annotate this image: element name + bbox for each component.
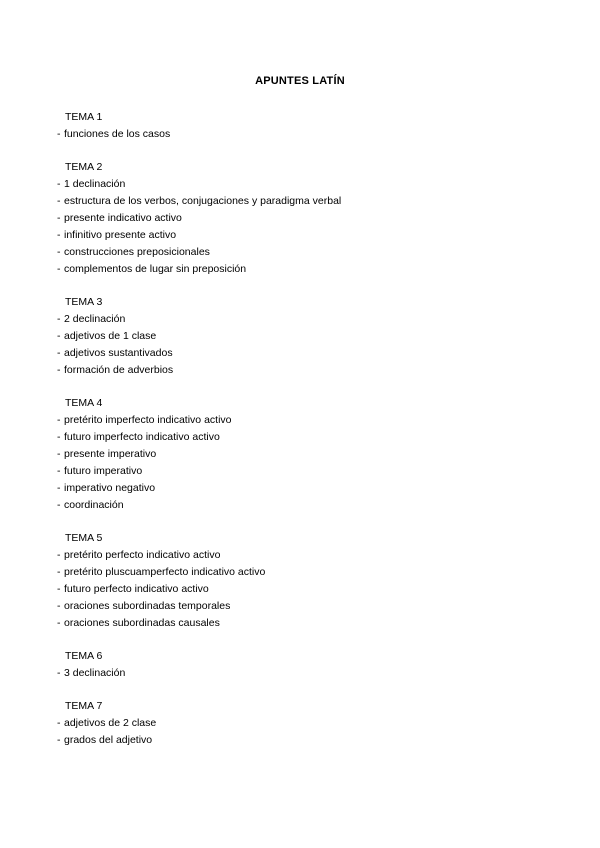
list-item-text: presente indicativo activo bbox=[64, 212, 182, 224]
list-item bbox=[57, 328, 537, 345]
section-heading: TEMA 7 bbox=[65, 700, 103, 712]
bullet-dash: - bbox=[57, 482, 61, 494]
list-item-text: 1 declinación bbox=[64, 178, 126, 190]
list-item bbox=[57, 564, 537, 581]
bullet-dash: - bbox=[57, 431, 61, 443]
bullet-dash: - bbox=[57, 263, 61, 275]
document-title: APUNTES LATÍN bbox=[255, 75, 345, 87]
list-item-text: pretérito imperfecto indicativo activo bbox=[64, 414, 232, 426]
section-heading: TEMA 6 bbox=[65, 650, 103, 662]
list-item-text: formación de adverbios bbox=[64, 364, 174, 376]
bullet-dash: - bbox=[57, 246, 61, 258]
list-item-text: infinitivo presente activo bbox=[64, 229, 177, 241]
list-item bbox=[57, 176, 537, 193]
bullet-dash: - bbox=[57, 347, 61, 359]
bullet-dash: - bbox=[57, 566, 61, 578]
section-tema-2 bbox=[57, 159, 537, 278]
list-item bbox=[57, 261, 537, 278]
list-item-text: futuro imperfecto indicativo activo bbox=[64, 431, 220, 443]
bullet-dash: - bbox=[57, 583, 61, 595]
list-item bbox=[57, 429, 537, 446]
list-item-text: imperativo negativo bbox=[64, 482, 156, 494]
list-item bbox=[57, 615, 537, 632]
bullet-dash: - bbox=[57, 128, 61, 140]
bullet-dash: - bbox=[57, 734, 61, 746]
list-item-text: pretérito perfecto indicativo activo bbox=[64, 549, 221, 561]
list-item-text: complementos de lugar sin preposición bbox=[64, 263, 247, 275]
list-item bbox=[57, 598, 537, 615]
bullet-dash: - bbox=[57, 330, 61, 342]
bullet-dash: - bbox=[57, 212, 61, 224]
list-item-text: futuro perfecto indicativo activo bbox=[64, 583, 209, 595]
list-item-text: coordinación bbox=[64, 499, 124, 511]
list-item-text: adjetivos de 2 clase bbox=[64, 717, 157, 729]
list-item-text: 2 declinación bbox=[64, 313, 126, 325]
list-item bbox=[57, 210, 537, 227]
bullet-dash: - bbox=[57, 600, 61, 612]
list-item bbox=[57, 463, 537, 480]
section-heading: TEMA 4 bbox=[65, 397, 103, 409]
list-item bbox=[57, 311, 537, 328]
list-item-text: pretérito pluscuamperfecto indicativo activo bbox=[64, 566, 266, 578]
bullet-dash: - bbox=[57, 667, 61, 679]
list-item-text: construcciones preposicionales bbox=[64, 246, 210, 258]
list-item bbox=[57, 715, 537, 732]
list-item bbox=[57, 732, 537, 749]
list-item-text: oraciones subordinadas temporales bbox=[64, 600, 231, 612]
list-item bbox=[57, 446, 537, 463]
bullet-dash: - bbox=[57, 364, 61, 376]
bullet-dash: - bbox=[57, 414, 61, 426]
list-item-text: estructura de los verbos, conjugaciones y paradigma verbal bbox=[64, 195, 342, 207]
section-tema-4 bbox=[57, 395, 537, 514]
document-content bbox=[57, 109, 537, 765]
list-item bbox=[57, 480, 537, 497]
section-heading: TEMA 5 bbox=[65, 532, 103, 544]
section-tema-1 bbox=[57, 109, 537, 143]
section-tema-3 bbox=[57, 294, 537, 379]
list-item bbox=[57, 345, 537, 362]
list-item-text: oraciones subordinadas causales bbox=[64, 617, 220, 629]
list-item-text: adjetivos sustantivados bbox=[64, 347, 173, 359]
list-item-text: adjetivos de 1 clase bbox=[64, 330, 157, 342]
list-item bbox=[57, 497, 537, 514]
list-item bbox=[57, 665, 537, 682]
bullet-dash: - bbox=[57, 448, 61, 460]
list-item bbox=[57, 362, 537, 379]
list-item-text: 3 declinación bbox=[64, 667, 126, 679]
list-item bbox=[57, 412, 537, 429]
bullet-dash: - bbox=[57, 717, 61, 729]
section-heading: TEMA 1 bbox=[65, 111, 103, 123]
list-item bbox=[57, 581, 537, 598]
section-tema-6 bbox=[57, 648, 537, 682]
section-heading: TEMA 2 bbox=[65, 161, 103, 173]
list-item-text: futuro imperativo bbox=[64, 465, 143, 477]
bullet-dash: - bbox=[57, 465, 61, 477]
list-item-text: grados del adjetivo bbox=[64, 734, 153, 746]
list-item bbox=[57, 547, 537, 564]
list-item bbox=[57, 193, 537, 210]
bullet-dash: - bbox=[57, 313, 61, 325]
section-heading: TEMA 3 bbox=[65, 296, 103, 308]
list-item-text: funciones de los casos bbox=[64, 128, 171, 140]
list-item bbox=[57, 244, 537, 261]
bullet-dash: - bbox=[57, 549, 61, 561]
section-tema-7 bbox=[57, 698, 537, 749]
list-item-text: presente imperativo bbox=[64, 448, 157, 460]
bullet-dash: - bbox=[57, 499, 61, 511]
list-item bbox=[57, 227, 537, 244]
bullet-dash: - bbox=[57, 178, 61, 190]
bullet-dash: - bbox=[57, 195, 61, 207]
bullet-dash: - bbox=[57, 617, 61, 629]
section-tema-5 bbox=[57, 530, 537, 632]
bullet-dash: - bbox=[57, 229, 61, 241]
list-item bbox=[57, 126, 537, 143]
